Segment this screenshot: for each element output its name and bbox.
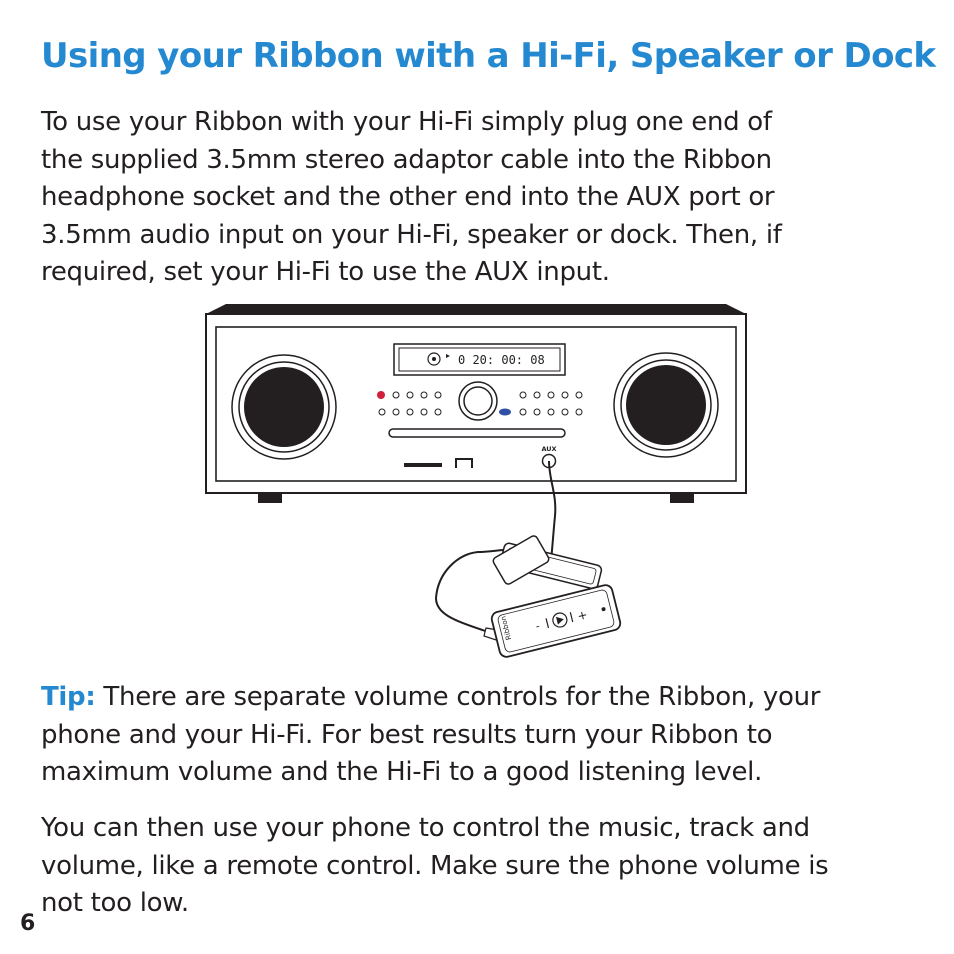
text-line: not too low.	[41, 888, 189, 918]
text-line: the supplied 3.5mm stereo adaptor cable into the Ribbon	[41, 144, 772, 175]
hifi-display	[394, 344, 565, 375]
outro-paragraph	[41, 810, 828, 923]
text-line: required, set your Hi-Fi to use the AUX input.	[41, 257, 610, 287]
tip-label: Tip:	[41, 682, 96, 712]
hifi-foot	[670, 493, 694, 503]
ribbon-device	[490, 584, 621, 659]
volume-knob	[459, 382, 497, 420]
text-line: maximum volume and the Hi-Fi to a good listening level.	[41, 757, 763, 787]
text-line: phone and your Hi-Fi. For best results turn your Ribbon to	[41, 719, 773, 750]
text-line	[41, 679, 820, 717]
right-speaker	[614, 353, 718, 457]
hifi-top-panel	[206, 304, 746, 314]
display-time: 0 20: 00: 08	[458, 353, 545, 367]
aux-label: AUX	[541, 445, 557, 453]
hifi-connection-illustration	[196, 298, 756, 664]
blue-indicator	[499, 409, 511, 416]
left-speaker	[232, 355, 336, 459]
cd-slot	[389, 429, 565, 437]
ribbon-volume-up: +	[575, 607, 590, 624]
cable-clip	[492, 535, 550, 586]
text-line: You can then use your phone to control the music, track and	[41, 813, 810, 843]
card-slot	[404, 463, 442, 467]
red-indicator	[377, 391, 385, 399]
intro-paragraph	[41, 104, 782, 292]
text-line: headphone socket and the other end into the AUX port or	[41, 182, 775, 212]
page-title: Using your Ribbon with a Hi-Fi, Speaker or Dock	[41, 36, 936, 76]
tip-first-line: There are separate volume controls for the Ribbon, your	[95, 682, 821, 712]
ribbon-brand: Ribbon	[499, 615, 514, 641]
ribbon-volume-down: -	[534, 619, 542, 633]
page-number: 6	[20, 911, 36, 936]
tip-paragraph	[41, 679, 820, 792]
hifi-foot	[258, 493, 282, 503]
text-line: 3.5mm audio input on your Hi-Fi, speaker or dock. Then, if	[41, 219, 782, 250]
text-line: To use your Ribbon with your Hi-Fi simply plug one end of	[41, 107, 772, 137]
hifi-unit	[206, 304, 746, 503]
text-line: volume, like a remote control. Make sure the phone volume is	[41, 850, 829, 881]
